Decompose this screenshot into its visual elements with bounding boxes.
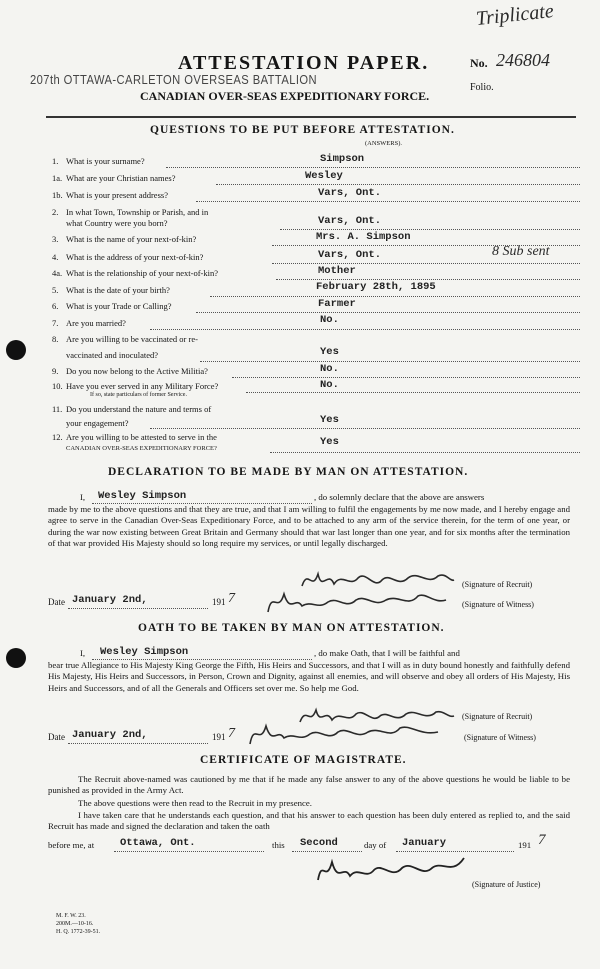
answer-military-service: No. xyxy=(320,379,339,391)
question-text: Are you willing to be vaccinated or re- xyxy=(66,334,198,344)
certificate-paragraph-3: I have taken care that he understands each question, and that his answer to each question has been duly entered as replied to, and the said Recruit has made and signed the declaration and taken the oath xyxy=(48,810,570,832)
declaration-date: January 2nd, xyxy=(72,594,148,606)
oath-text-start: , do make Oath, that I will be faithful and xyxy=(314,648,460,658)
certificate-paragraph-1: The Recruit above-named was cautioned by me that if he made any false answer to any of the above questions he would be liable to be punished as provided in the Army Act. xyxy=(48,774,570,796)
justice-signature-label: (Signature of Justice) xyxy=(472,880,541,889)
answer-married: No. xyxy=(320,314,339,326)
question-text: CANADIAN OVER-SEAS EXPEDITIONARY FORCE? xyxy=(66,445,217,452)
question-number: 2. xyxy=(52,207,59,217)
answer-surname: Simpson xyxy=(320,153,365,165)
answer-next-of-kin-address: Vars, Ont. xyxy=(318,249,382,261)
answer-militia: No. xyxy=(320,363,339,375)
recruit-signature-label: (Signature of Recruit) xyxy=(462,580,533,589)
answer-line xyxy=(196,201,580,202)
question-number: 1a. xyxy=(52,173,63,183)
footer-codes xyxy=(56,912,100,936)
answer-present-address: Vars, Ont. xyxy=(318,187,382,199)
question-number: 7. xyxy=(52,318,59,328)
answer-line xyxy=(166,167,580,168)
question-number: 8. xyxy=(52,334,59,344)
page-title: ATTESTATION PAPER. xyxy=(178,52,430,74)
answer-line xyxy=(232,377,580,378)
question-number: 1b. xyxy=(52,190,63,200)
question-number: 4a. xyxy=(52,268,63,278)
before-me-label: before me, at xyxy=(48,840,95,850)
question-number: 4. xyxy=(52,252,59,262)
question-text: What is the address of your next-of-kin? xyxy=(66,252,204,262)
year-suffix: 7 xyxy=(538,832,546,848)
question-text: Are you willing to be attested to serve in the xyxy=(66,432,217,442)
answer-vaccinated: Yes xyxy=(320,346,339,358)
questions-heading: QUESTIONS TO BE PUT BEFORE ATTESTATION. xyxy=(150,124,455,136)
question-text: What is the name of your next-of-kin? xyxy=(66,234,197,244)
question-text: What is the date of your birth? xyxy=(66,285,170,295)
witness-signature-oath xyxy=(244,718,444,750)
question-number: 1. xyxy=(52,156,59,166)
answer-trade: Farmer xyxy=(318,298,356,310)
footer-code: 200M.—10-16. xyxy=(56,921,94,927)
question-text: If so, state particulars of former Service. xyxy=(90,392,187,398)
answer-line xyxy=(196,312,580,313)
footer-code: H. Q. 1772-39-51. xyxy=(56,929,101,935)
question-text: your engagement? xyxy=(66,418,129,428)
date-line xyxy=(68,608,208,609)
header-rule xyxy=(46,116,576,118)
answers-label: (ANSWERS). xyxy=(365,140,403,147)
folio-label: Folio. xyxy=(470,82,494,93)
declaration-lead: I, xyxy=(80,492,86,502)
answer-line xyxy=(272,263,580,264)
recruit-signature-label: (Signature of Recruit) xyxy=(462,712,533,721)
question-text: what Country were you born? xyxy=(66,218,168,228)
footer-code: M. F. W. 23. xyxy=(56,913,86,919)
question-number: 10. xyxy=(52,381,63,391)
answer-christian-names: Wesley xyxy=(305,170,343,182)
question-number: 11. xyxy=(52,404,63,414)
certificate-place: Ottawa, Ont. xyxy=(120,837,196,849)
answer-line xyxy=(216,184,580,185)
declaration-heading: DECLARATION TO BE MADE BY MAN ON ATTESTATION. xyxy=(108,466,469,478)
answer-relationship: Mother xyxy=(318,265,356,277)
oath-body: bear true Allegiance to His Majesty King George the Fifth, His Heirs and Successors, and that I will as in duty bound honestly and faithfully defend His Majesty, His Heirs and Successors, in Person, Crown and Dignity, against all enemies, and will observe and obey all orders of His Majesty, His Heirs and Successors, and of all the Generals and Officers set over me. So help me God. xyxy=(48,660,570,693)
question-text: What is the relationship of your next-of-kin? xyxy=(66,268,219,278)
question-text: What are your Christian names? xyxy=(66,173,176,183)
place-line xyxy=(114,851,264,852)
question-text: What is your present address? xyxy=(66,190,168,200)
question-text: Are you married? xyxy=(66,318,126,328)
question-number: 12. xyxy=(52,432,63,442)
answer-next-of-kin: Mrs. A. Simpson xyxy=(316,231,411,243)
answer-line xyxy=(270,452,580,453)
witness-signature-declaration xyxy=(262,586,452,618)
answer-birth-date: February 28th, 1895 xyxy=(316,281,436,293)
answer-line xyxy=(246,392,580,393)
question-text: What is your surname? xyxy=(66,156,145,166)
punch-hole-top xyxy=(6,340,26,360)
answer-line xyxy=(200,361,580,362)
punch-hole-bottom xyxy=(6,648,26,668)
number-label: No. xyxy=(470,56,488,70)
certificate-day: Second xyxy=(300,837,338,849)
oath-heading: OATH TO BE TAKEN BY MAN ON ATTESTATION. xyxy=(138,622,445,634)
witness-signature-label: (Signature of Witness) xyxy=(464,733,536,742)
answer-line xyxy=(276,279,580,280)
justice-signature xyxy=(312,850,470,892)
answer-line xyxy=(150,329,580,330)
date-label: Date xyxy=(48,732,65,742)
question-number: 3. xyxy=(52,234,59,244)
oath-name: Wesley Simpson xyxy=(100,646,189,658)
question-text: vaccinated and inoculated? xyxy=(66,350,159,360)
question-text: Do you understand the nature and terms of xyxy=(66,404,212,414)
force-subtitle: CANADIAN OVER-SEAS EXPEDITIONARY FORCE. xyxy=(140,89,430,103)
answer-line xyxy=(150,428,580,429)
certificate-heading: CERTIFICATE OF MAGISTRATE. xyxy=(200,754,407,766)
certificate-paragraph-2: The above questions were then read to the Recruit in my presence. xyxy=(78,798,313,808)
declaration-name: Wesley Simpson xyxy=(98,490,187,502)
question-text: Do you now belong to the Active Militia? xyxy=(66,366,208,376)
declaration-text-start: , do solemnly declare that the above are answers xyxy=(314,492,485,502)
triplicate-annotation: Triplicate xyxy=(475,0,555,31)
battalion-stamp: 207th OTTAWA-CARLETON OVERSEAS BATTALION xyxy=(30,72,318,87)
question-number: 6. xyxy=(52,301,59,311)
year-prefix: 191 xyxy=(212,732,226,742)
year-prefix: 191 xyxy=(212,597,226,607)
question-text: What is your Trade or Calling? xyxy=(66,301,172,311)
year-suffix: 7 xyxy=(228,726,235,741)
declaration-body: made by me to the above questions and that they are true, and that I am willing to fulfil the engagements by me now made, and I hereby engage and agree to serve in the Canadian Over-Seas Expeditionary Force, and to be attached to any arm of the service therein, for the term of one year, or during the war now existing between Great Britain and Germany should that war last longer than one year, and for six months after the termination of that war provided His Majesty should so long require my services, or until legally discharged. xyxy=(48,504,570,549)
answer-willing-to-serve: Yes xyxy=(320,436,339,448)
question-number: 5. xyxy=(52,285,59,295)
answer-understand-terms: Yes xyxy=(320,414,339,426)
day-of-label: day of xyxy=(364,840,387,850)
certificate-month: January xyxy=(402,837,447,849)
oath-lead: I, xyxy=(80,648,86,658)
question-number: 9. xyxy=(52,366,59,376)
regimental-number: 246804 xyxy=(496,50,550,70)
witness-signature-label: (Signature of Witness) xyxy=(462,600,534,609)
answer-line xyxy=(210,296,580,297)
answer-line xyxy=(280,229,580,230)
this-label: this xyxy=(272,840,285,850)
question-text: Have you ever served in any Military Force? xyxy=(66,381,219,391)
answer-birthplace: Vars, Ont. xyxy=(318,215,382,227)
date-label: Date xyxy=(48,597,65,607)
year-prefix: 191 xyxy=(518,840,532,850)
handwritten-note: 8 Sub sent xyxy=(492,244,550,259)
oath-date: January 2nd, xyxy=(72,729,148,741)
date-line xyxy=(68,743,208,744)
year-suffix: 7 xyxy=(228,591,235,606)
question-text: In what Town, Township or Parish, and in xyxy=(66,207,209,217)
